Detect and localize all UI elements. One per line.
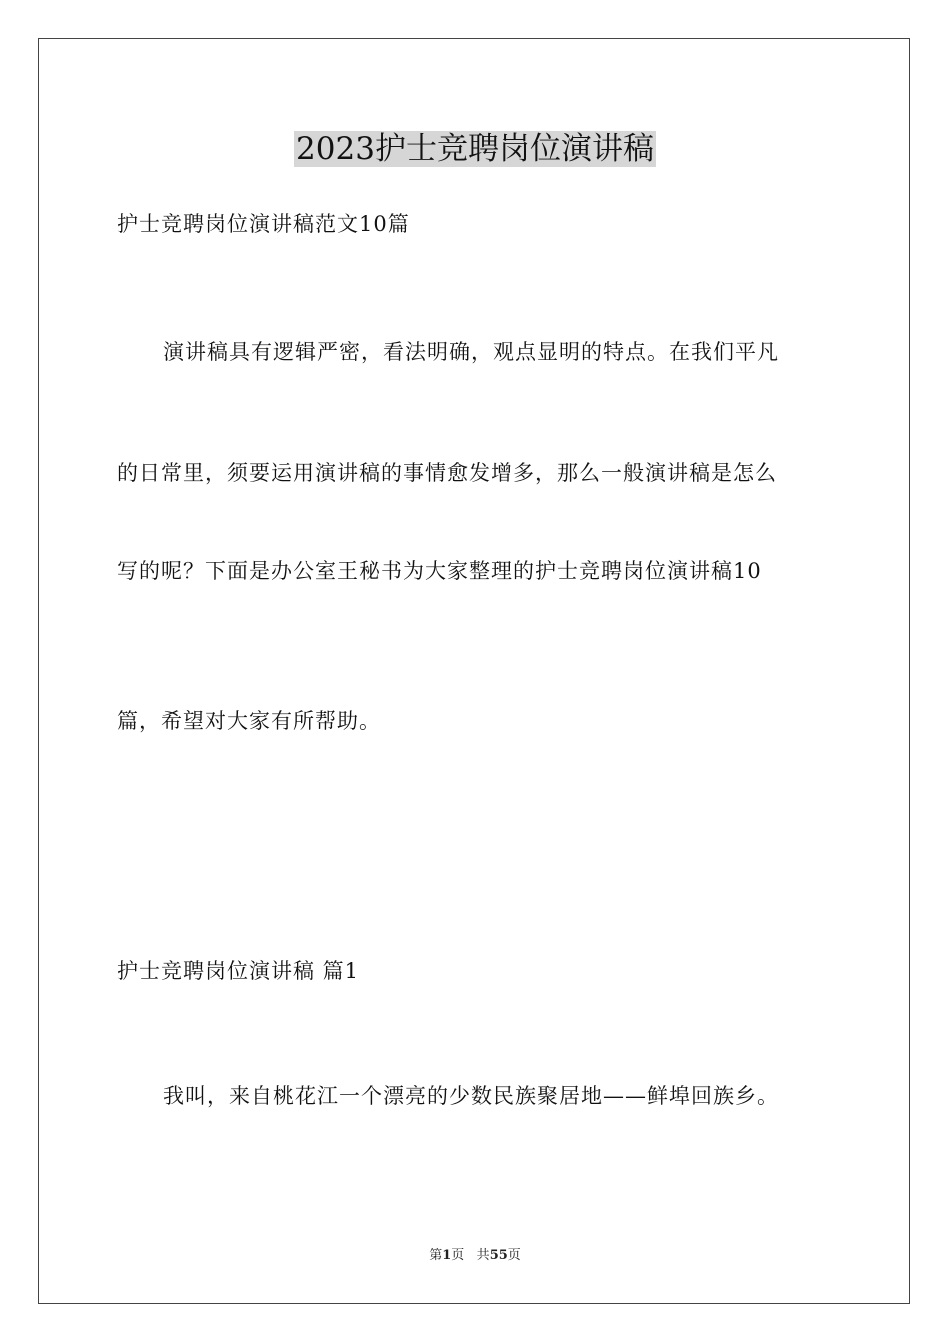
total-pages: 55 xyxy=(489,1248,508,1263)
total-suffix: 页 xyxy=(507,1248,521,1263)
page-prefix: 第 xyxy=(429,1248,443,1263)
intro-line-4: 篇，希望对大家有所帮助。 xyxy=(117,709,381,733)
page-number: 1 xyxy=(442,1248,452,1263)
page-footer xyxy=(0,1247,950,1265)
total-prefix: 共 xyxy=(476,1248,490,1263)
intro-line-3: 写的呢？下面是办公室王秘书为大家整理的护士竞聘岗位演讲稿10 xyxy=(117,559,762,583)
document-title xyxy=(0,127,950,171)
document-title-text: 2023护士竞聘岗位演讲稿 xyxy=(296,131,654,167)
intro-line-1: 演讲稿具有逻辑严密，看法明确，观点显明的特点。在我们平凡 xyxy=(163,340,779,364)
section-first-line: 我叫，来自桃花江一个漂亮的少数民族聚居地——鲜埠回族乡。 xyxy=(163,1084,779,1108)
intro-line-2: 的日常里，须要运用演讲稿的事情愈发增多，那么一般演讲稿是怎么 xyxy=(117,461,777,485)
section-heading: 护士竞聘岗位演讲稿 篇1 xyxy=(117,959,360,983)
document-subtitle: 护士竞聘岗位演讲稿范文10篇 xyxy=(117,212,410,236)
page-suffix: 页 xyxy=(451,1248,465,1263)
